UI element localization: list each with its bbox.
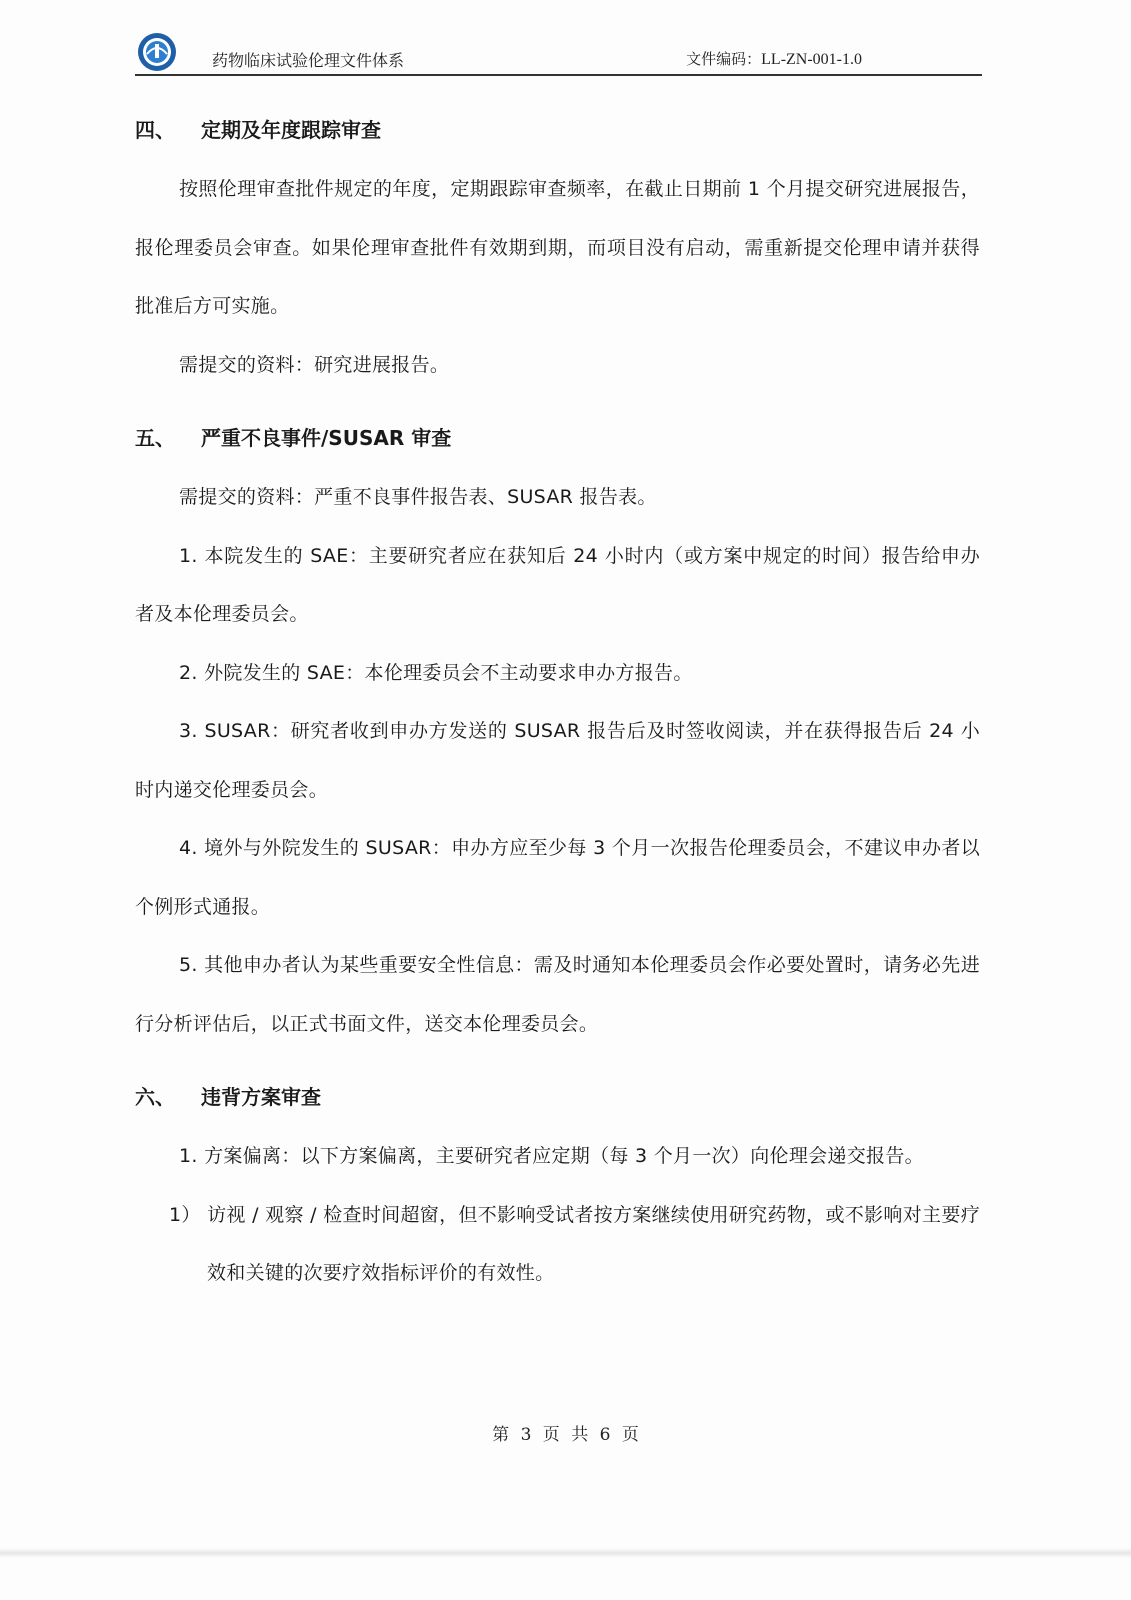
section-5-item-2: 2. 外院发生的 SAE：本伦理委员会不主动要求申办方报告。 (179, 661, 693, 684)
section-4-number: 四、 (135, 118, 175, 142)
section-5-title: 严重不良事件/SUSAR 审查 (201, 426, 452, 450)
header-divider (135, 74, 982, 76)
section-5-item-4: 4. 境外与外院发生的 SUSAR：申办方应至少每 3 个月一次报告伦理委员会，不建议申办者以个例形式通报。 (135, 837, 980, 918)
section-6-number: 六、 (135, 1085, 175, 1109)
section-4-title: 定期及年度跟踪审查 (201, 118, 381, 142)
section-5-item-5: 5. 其他申办者认为某些重要安全性信息：需及时通知本伦理委员会作必要处置时，请务必先进行分析评估后，以正式书面文件，送交本伦理委员会。 (135, 954, 980, 1035)
section-6-paragraph: 1. 方案偏离：以下方案偏离，主要研究者应定期（每 3 个月一次）向伦理会递交报告。 (179, 1145, 924, 1167)
section-4-paragraph: 按照伦理审查批件规定的年度，定期跟踪审查频率，在截止日期前 1 个月提交研究进展报告，报伦理委员会审查。如果伦理审查批件有效期到期，而项目没有启动，需重新提交伦理申请并获得批准后方可实施。 (135, 178, 980, 317)
section-5-materials: 需提交的资料：严重不良事件报告表、SUSAR 报告表。 (179, 486, 657, 508)
section-6-subitem-1: 1） 访视 / 观察 / 检查时间超窗，但不影响受试者按方案继续使用研究药物，或不影响对主要疗效和关键的次要疗效指标评价的有效性。 (169, 1203, 980, 1284)
section-4-materials: 需提交的资料：研究进展报告。 (179, 353, 450, 376)
page-number: 第 3 页 共 6 页 (492, 1425, 639, 1445)
page-header (135, 30, 982, 76)
section-5-number: 五、 (135, 426, 175, 450)
scan-edge (0, 1548, 1131, 1558)
header-title: 药物临床试验伦理文件体系 (212, 51, 405, 70)
document-code (686, 48, 862, 69)
section-4-heading (135, 100, 980, 160)
document-body (135, 100, 980, 1303)
section-5-item-1: 1. 本院发生的 SAE：主要研究者应在获知后 24 小时内（或方案中规定的时间）报告给申办者及本伦理委员会。 (135, 544, 980, 625)
section-5-heading (135, 408, 980, 468)
document-code-label: 文件编码： (686, 50, 762, 68)
hospital-logo-icon (137, 32, 177, 72)
section-6-heading (135, 1067, 980, 1127)
document-code-value: LL-ZN-001-1.0 (761, 51, 862, 68)
section-5-item-3: 3. SUSAR：研究者收到申办方发送的 SUSAR 报告后及时签收阅读，并在获得报告后 24 小时内递交伦理委员会。 (135, 720, 980, 801)
section-6-title: 违背方案审查 (201, 1085, 321, 1109)
